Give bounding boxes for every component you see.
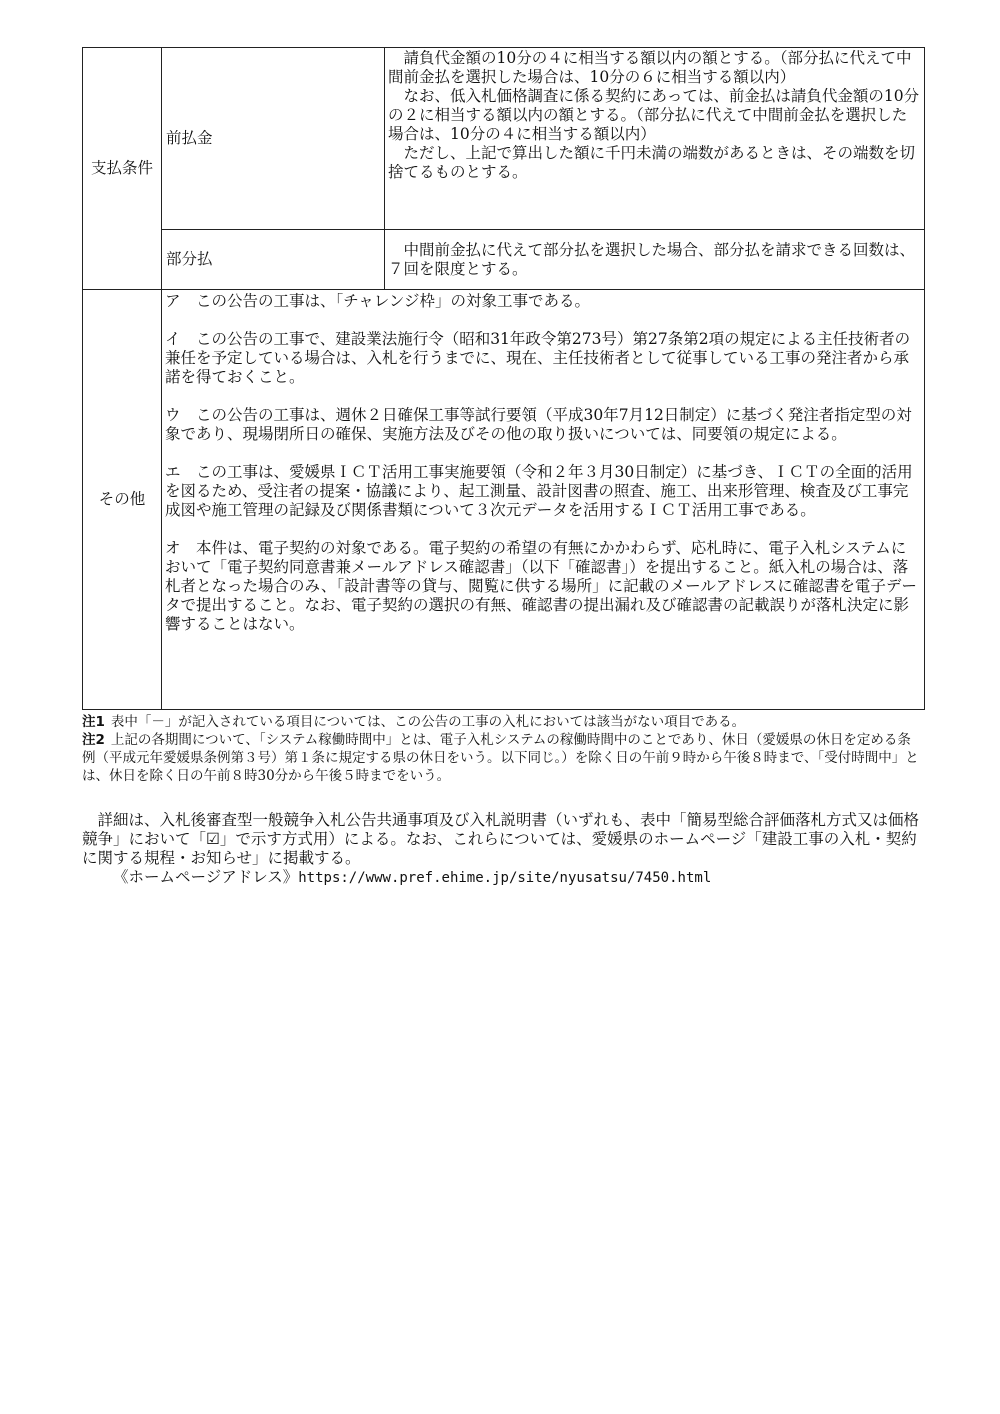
- advance-payment-row: [83, 48, 925, 230]
- payment-conditions-label: 支払条件: [83, 48, 162, 290]
- other-item: オ 本件は、電子契約の対象である。電子契約の希望の有無にかかわらず、応札時に、電子入札システムにおいて「電子契約同意書兼メールアドレス確認書」（以下「確認書」）を提出すること。紙入札の場合は、落札者となった場合のみ、「設計書等の貸与、閲覧に供する場所」に記載のメールアドレスに確認書を電子データで提出すること。なお、電子契約の選択の有無、確認書の提出漏れ及び確認書の記載誤りが落札決定に影響することはない。: [165, 539, 917, 633]
- details-text: 詳細は、入札後審査型一般競争入札公告共通事項及び入札説明書（いずれも、表中「簡易型総合評価落札方式又は価格競争」において「☑」で示す方式用）による。なお、これらについては、愛媛県のホームページ「建設工事の入札・契約に関する規程・お知らせ」に掲載する。: [82, 811, 920, 867]
- advance-payment-paragraph: 請負代金額の10分の４に相当する額以内の額とする。（部分払に代えて中間前金払を選択した場合は、10分の６に相当する額以内）: [388, 49, 912, 86]
- note-tag: 注2: [82, 732, 105, 748]
- homepage-url-link[interactable]: https://www.pref.ehime.jp/site/nyusatsu/7450.html: [298, 870, 712, 886]
- other-item: エ この工事は、愛媛県ＩＣＴ活用工事実施要領（令和２年３月30日制定）に基づき、ＩＣＴの全面的活用を図るため、受注者の提案・協議により、起工測量、設計図書の照査、施工、出来形管理、検査及び工事完成図や施工管理の記録及び関係書類について３次元データを活用するＩＣＴ活用工事である。: [165, 463, 913, 519]
- other-content: [162, 290, 925, 710]
- partial-payment-label: 部分払: [162, 230, 385, 290]
- note-tag: 注1: [82, 714, 105, 730]
- note-text: 表中「－」が記入されている項目については、この公告の工事の入札においては該当がない項目である。: [110, 714, 746, 730]
- other-row: [83, 290, 925, 710]
- homepage-address-line: [82, 868, 924, 888]
- note-2: [82, 731, 924, 785]
- advance-payment-content: [385, 48, 925, 230]
- advance-payment-paragraph: ただし、上記で算出した額に千円未満の端数があるときは、その端数を切捨てるものとする。: [388, 144, 916, 181]
- advance-payment-label: 前払金: [162, 48, 385, 230]
- other-item: ア この公告の工事は、「チャレンジ枠」の対象工事である。: [165, 292, 591, 310]
- partial-payment-content: [385, 230, 925, 290]
- partial-payment-row: [83, 230, 925, 290]
- document-body: [82, 47, 924, 888]
- advance-payment-paragraph: なお、低入札価格調査に係る契約にあっては、前金払は請負代金額の10分の２に相当する額以内の額とする。（部分払に代えて中間前金払を選択した場合は、10分の４に相当する額以内）: [388, 87, 920, 143]
- other-item: ウ この公告の工事は、週休２日確保工事等試行要領（平成30年7月12日制定）に基づく発注者指定型の対象であり、現場閉所日の確保、実施方法及びその他の取り扱いについては、同要領の規定による。: [165, 406, 912, 443]
- note-text: 上記の各期間について、「システム稼働時間中」とは、電子入札システムの稼働時間中のことであり、休日（愛媛県の休日を定める条例（平成元年愛媛県条例第３号）第１条に規定する県の休日をいう。以下同じ。）を除く日の午前９時から午後８時まで、「受付時間中」とは、休日を除く日の午前８時30分から午後５時までをいう。: [82, 732, 919, 784]
- other-item: イ この公告の工事で、建設業法施行令（昭和31年政令第273号）第27条第2項の規定による主任技術者の兼任を予定している場合は、入札を行うまでに、現在、主任技術者として従事している工事の発注者から承諾を得ておくこと。: [165, 330, 911, 386]
- details-section: [82, 811, 924, 888]
- conditions-table: [82, 47, 925, 710]
- note-1: [82, 713, 924, 731]
- other-label: その他: [83, 290, 162, 710]
- notes-section: [82, 713, 924, 785]
- homepage-address-label: 《ホームページアドレス》: [113, 868, 299, 886]
- partial-payment-text: 中間前金払に代えて部分払を選択した場合、部分払を請求できる回数は、７回を限度とする。: [388, 241, 916, 278]
